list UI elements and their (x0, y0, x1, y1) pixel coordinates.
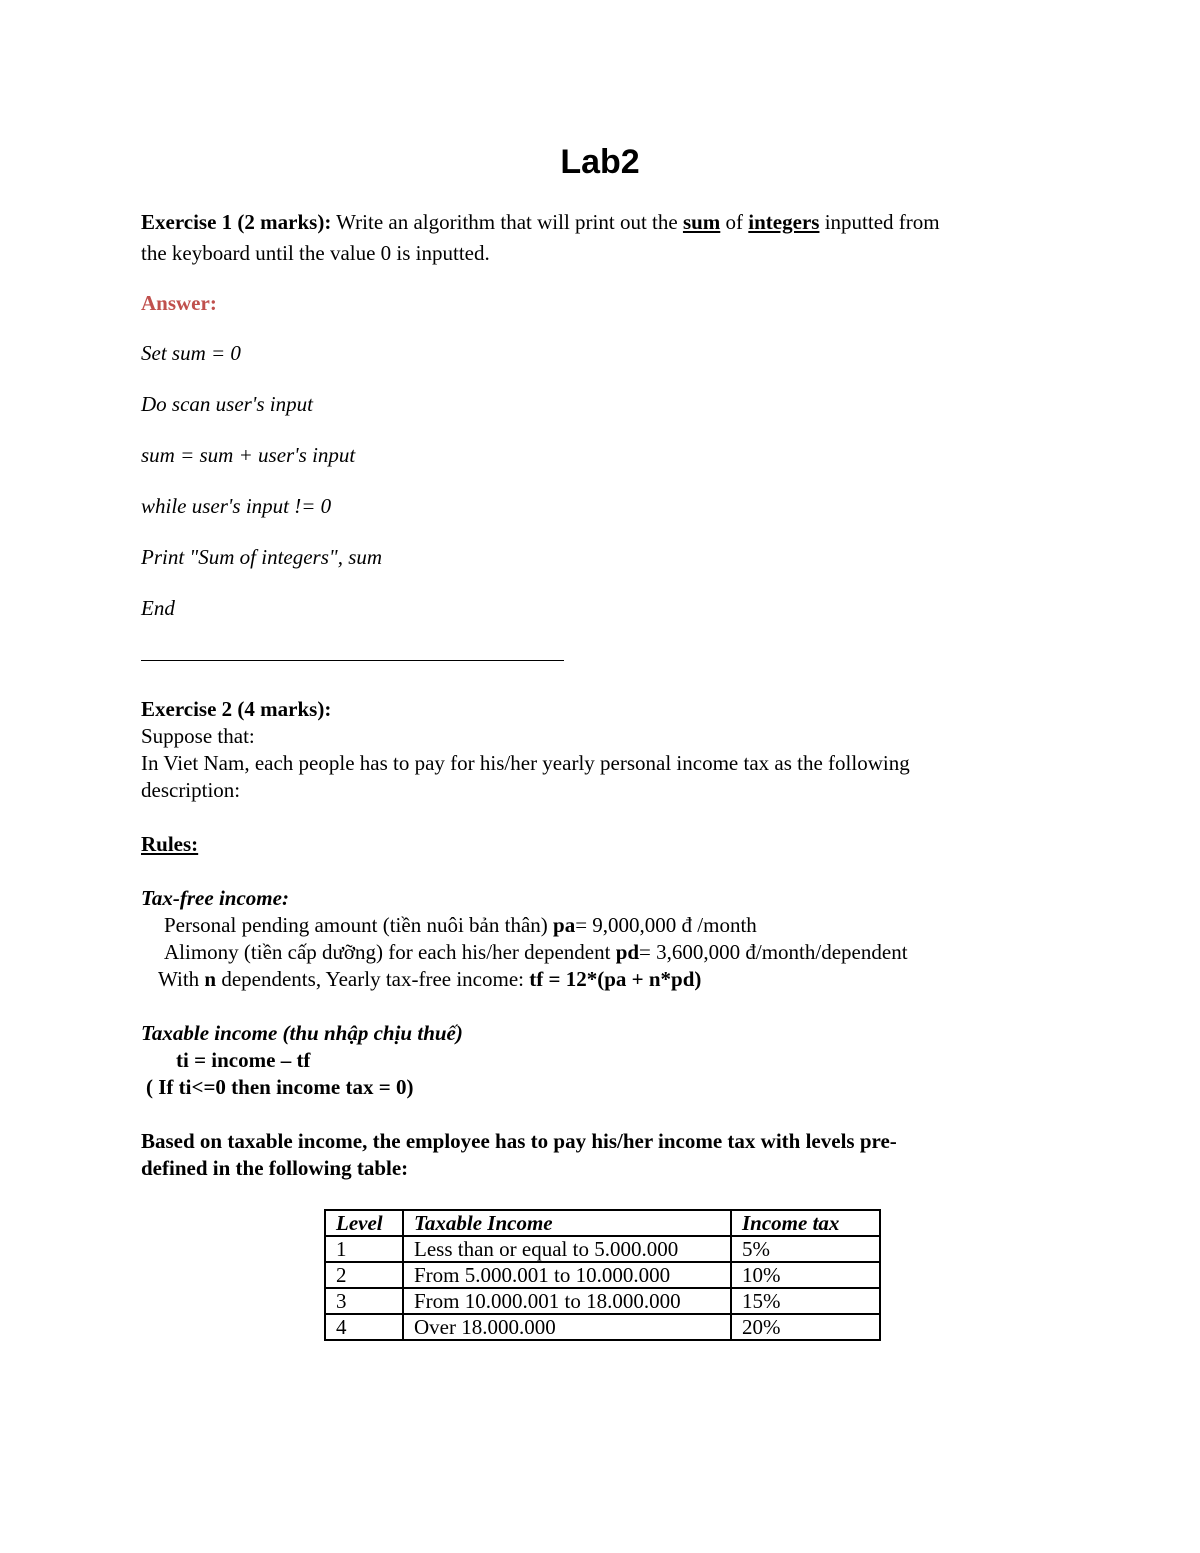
exercise1-line2: the keyboard until the value 0 is inputted. (141, 241, 490, 265)
pd-line (164, 939, 908, 966)
cell-income-tax: 15% (731, 1288, 880, 1314)
description-line1: In Viet Nam, each people has to pay for his/her yearly personal income tax as the following (141, 751, 910, 775)
taxable-heading (141, 1020, 463, 1047)
answer-line: Set sum = 0 (141, 341, 241, 365)
table-row (325, 1288, 880, 1314)
answer-label: Answer: (141, 291, 217, 315)
tax-table (324, 1209, 881, 1341)
ti-condition-text: ( If ti<=0 then income tax = 0) (146, 1075, 414, 1099)
exercise1-text-c: inputted from (819, 210, 940, 234)
cell-level: 3 (325, 1288, 403, 1314)
ti-formula-text: ti = income – tf (176, 1048, 311, 1072)
answer-line: sum = sum + user's input (141, 443, 356, 467)
ti-condition (146, 1074, 413, 1101)
ti-formula (176, 1047, 310, 1074)
header-income-tax: Income tax (731, 1210, 880, 1236)
exercise1-line1 (141, 209, 940, 236)
cell-taxable-income: Over 18.000.000 (403, 1314, 731, 1340)
table-row (325, 1236, 880, 1262)
exercise1-integers-word: integers (748, 210, 820, 234)
based-line2 (141, 1155, 408, 1182)
taxable-heading-text: Taxable income (thu nhập chịu thuế) (141, 1021, 463, 1045)
n-variable: n (204, 967, 217, 991)
based-line1 (141, 1128, 897, 1155)
pd-value: = 3,600,000 đ/month/dependent (639, 940, 908, 964)
exercise2-label (141, 696, 331, 723)
cell-taxable-income: Less than or equal to 5.000.000 (403, 1236, 731, 1262)
separator-line (141, 660, 564, 661)
cell-level: 4 (325, 1314, 403, 1340)
header-level: Level (325, 1210, 403, 1236)
pa-text: Personal pending amount (tiền nuôi bản thân) (164, 913, 554, 937)
answer-line: Do scan user's input (141, 392, 313, 416)
answer-line: End (141, 596, 175, 620)
cell-level: 1 (325, 1236, 403, 1262)
page-title: Lab2 (560, 143, 640, 181)
cell-taxable-income: From 10.000.001 to 18.000.000 (403, 1288, 731, 1314)
suppose-text: Suppose that: (141, 724, 255, 748)
exercise1-text-a: Write an algorithm that will print out the (331, 210, 683, 234)
rules-heading (141, 831, 198, 858)
pd-variable: pd (615, 940, 640, 964)
cell-income-tax: 10% (731, 1262, 880, 1288)
pd-text: Alimony (tiền cấp dưỡng) for each his/her dependent (164, 940, 616, 964)
rules-heading-text: Rules: (141, 832, 199, 856)
table-header-row (325, 1210, 880, 1236)
table-row (325, 1262, 880, 1288)
cell-income-tax: 5% (731, 1236, 880, 1262)
tf-line (158, 966, 701, 993)
tf-formula: tf = 12*(pa + n*pd) (529, 967, 702, 991)
pa-value: = 9,000,000 đ /month (575, 913, 757, 937)
description-line2: description: (141, 778, 241, 802)
header-taxable-income: Taxable Income (403, 1210, 731, 1236)
table-row (325, 1314, 880, 1340)
taxfree-heading (141, 885, 289, 912)
exercise1-sum-word: sum (682, 210, 721, 234)
exercise2-label-text: Exercise 2 (4 marks): (141, 697, 332, 721)
cell-level: 2 (325, 1262, 403, 1288)
based-line1-text: Based on taxable income, the employee has to pay his/her income tax with levels pre- (141, 1129, 897, 1153)
answer-line: Print "Sum of integers", sum (141, 545, 383, 569)
n-post: dependents, Yearly tax-free income: (216, 967, 530, 991)
exercise1-text-b: of (720, 210, 749, 234)
based-line2-text: defined in the following table: (141, 1156, 409, 1180)
n-pre: With (158, 967, 205, 991)
taxfree-heading-text: Tax-free income: (141, 886, 289, 910)
cell-income-tax: 20% (731, 1314, 880, 1340)
answer-line: while user's input != 0 (141, 494, 332, 518)
cell-taxable-income: From 5.000.001 to 10.000.000 (403, 1262, 731, 1288)
exercise1-label: Exercise 1 (2 marks): (141, 210, 332, 234)
pa-variable: pa (553, 913, 576, 937)
pa-line (164, 912, 757, 939)
